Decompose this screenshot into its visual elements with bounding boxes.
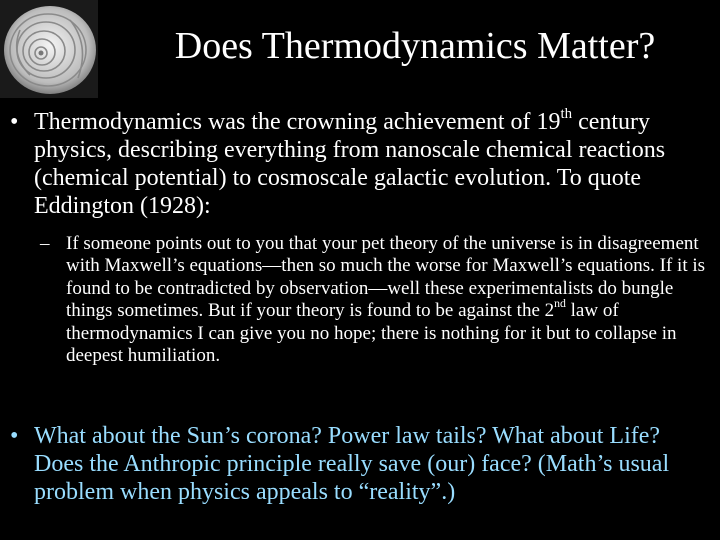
sub-bullet-eddington-quote [40,233,715,367]
bullet-marker: • [10,423,19,449]
quote-text-part: law of thermodynamics I can give you no hope; there is nothing for it but to collapse in deepest humiliation. [66,300,677,367]
quote-text [66,233,715,367]
ordinal-superscript: th [560,105,573,122]
bullet-open-questions [10,422,710,506]
bullet-text-part: Thermodynamics was the crowning achievement of 19 [34,109,561,135]
bullet-thermodynamics-achievement [10,105,710,220]
quote-text-part: If someone points out to you that your pet theory of the universe is in disagreement with Maxwell’s equations—then so much the worse for Maxwell’s equations. If it is found to be contradicted by observation—well these experimentalists do bungle things sometimes. But if your theory is found to be against the 2 [66,233,706,322]
bullet-marker: • [10,109,19,135]
ordinal-superscript: nd [554,297,566,311]
bullet-text: What about the Sun’s corona? Power law tails? What about Life? Does the Anthropic principle really save (our) face? (Math’s usual problem when physics appeals to “reality”.) [34,423,670,505]
spiral-shell-logo-image [0,0,98,98]
sub-bullet-marker: – [40,233,50,254]
slide-title: Does Thermodynamics Matter? [174,25,656,67]
bullet-text [34,105,710,220]
bullet-text-part: century physics, describing everything from nanoscale chemical reactions (chemical potential) to cosmoscale galactic evolution. To quote Eddington (1928): [34,109,666,219]
